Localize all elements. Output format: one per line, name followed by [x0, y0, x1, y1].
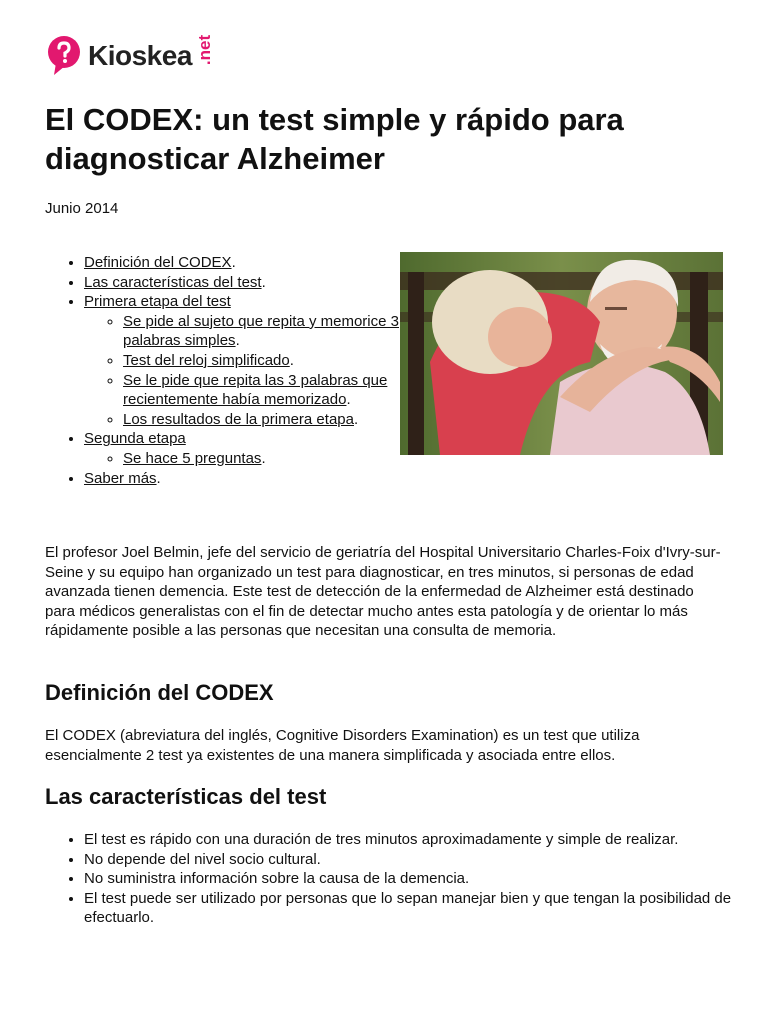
photo-illustration: [400, 252, 723, 455]
site-logo[interactable]: [46, 34, 220, 78]
toc-item: [84, 429, 405, 468]
publish-date: Junio 2014: [45, 200, 119, 217]
toc-suffix: .: [261, 449, 266, 467]
toc-suffix: .: [289, 351, 294, 369]
toc-item: [84, 469, 405, 489]
toc-subitem: [123, 371, 405, 410]
section-heading-definicion: Definición del CODEX: [45, 680, 274, 705]
toc-item: [84, 273, 405, 293]
page-title: El CODEX: un test simple y rápido para diagnosticar Alzheimer: [45, 102, 624, 176]
toc-suffix: .: [156, 469, 161, 487]
toc-suffix: .: [353, 410, 359, 428]
toc-link-5-preguntas[interactable]: Se hace 5 preguntas: [123, 449, 262, 467]
list-item: • No suministra información sobre la causa de la demencia.: [84, 869, 735, 889]
toc-subitem: [123, 312, 405, 351]
section-heading-caracteristicas: Las características del test: [45, 784, 327, 809]
question-bubble-icon: [46, 35, 82, 77]
toc-suffix: .: [235, 332, 240, 350]
toc-subitem: [123, 351, 405, 371]
list-item: • No depende del nivel socio cultural.: [84, 850, 735, 870]
logo-wordmark: Kioskea: [88, 40, 192, 71]
toc-item: [84, 292, 405, 429]
logo-tld: .net: [195, 34, 215, 66]
definicion-paragraph: El CODEX (abreviatura del inglés, Cognitive Disorders Examination) es un test que utiliza esencialmente 2 test ya existentes de una manera simplificada y asociada entre ellos.: [45, 727, 640, 764]
toc-subitem: [123, 449, 405, 469]
toc-link-definicion[interactable]: Definición del CODEX: [84, 254, 232, 271]
toc-link-repita-palabras[interactable]: Se le pide que repita las 3 palabras que recientemente había memorizado: [123, 371, 388, 409]
toc-suffix: .: [231, 254, 236, 271]
toc-suffix: .: [346, 391, 351, 409]
toc-link-test-reloj[interactable]: Test del reloj simplificado: [123, 351, 290, 369]
toc-suffix: .: [261, 273, 266, 291]
toc-link-repita-memorice[interactable]: Se pide al sujeto que repita y memorice 3 palabras simples: [123, 312, 399, 350]
toc-link-saber-mas[interactable]: Saber más: [84, 469, 157, 487]
table-of-contents: [45, 253, 405, 488]
list-item: • El test puede ser utilizado por personas que lo sepan manejar bien y que tengan la posibilidad de efectuarlo.: [84, 889, 735, 928]
caracteristicas-list: [45, 830, 735, 928]
intro-paragraph: El profesor Joel Belmin, jefe del servicio de geriatría del Hospital Universitario Charles-Foix d'Ivry-sur-Seine y su equipo han organizado un test para diagnosticar, en tres minutos, si personas de edad avanzada tienen demencia. Este test de detección de la enfermedad de Alzheimer está destinado para médicos generalistas con el fin de detectar mucho antes esta patología y de orientar lo más rápidamente posible a las personas que necesitan una consulta de memoria.: [45, 544, 721, 640]
toc-link-caracteristicas[interactable]: Las características del test: [84, 273, 262, 291]
toc-subitem: [123, 410, 405, 430]
toc-link-segunda-etapa[interactable]: Segunda etapa: [84, 430, 186, 448]
toc-item: [84, 253, 405, 273]
elderly-couple-photo: [400, 252, 723, 455]
toc-link-primera-etapa[interactable]: Primera etapa del test: [84, 293, 231, 311]
list-item: • El test es rápido con una duración de tres minutos aproximadamente y simple de realizar.: [84, 830, 735, 850]
toc-link-resultados[interactable]: Los resultados de la primera etapa: [123, 410, 354, 428]
